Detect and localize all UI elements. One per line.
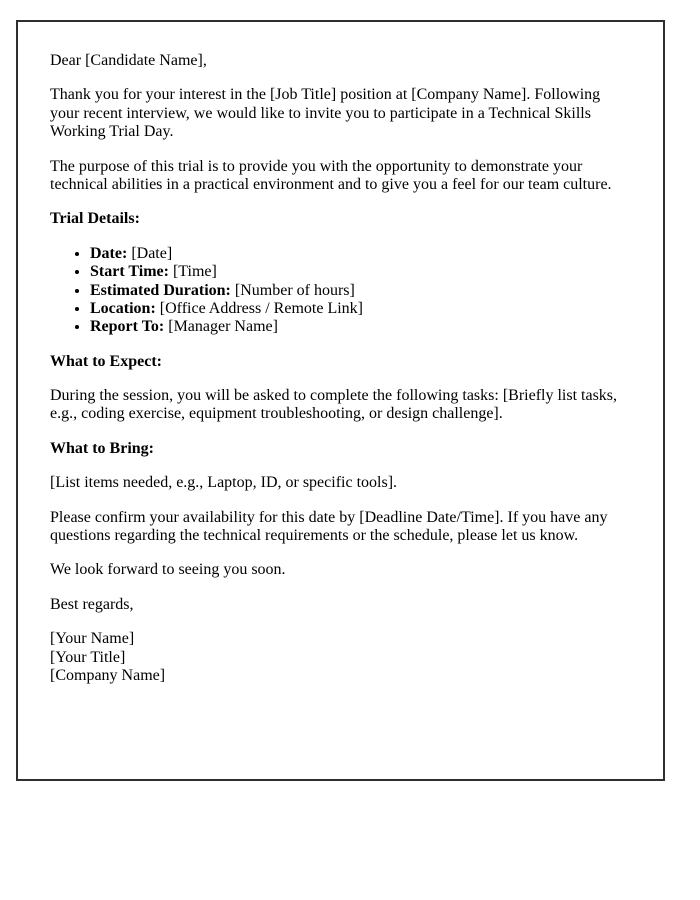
signoff: Best regards, bbox=[50, 595, 134, 613]
detail-value: [Date] bbox=[131, 244, 173, 262]
what-to-bring-body: [List items needed, e.g., Laptop, ID, or specific tools]. bbox=[50, 474, 398, 492]
salutation: Dear [Candidate Name], bbox=[50, 52, 207, 69]
what-to-bring-heading: What to Bring: bbox=[50, 439, 154, 457]
trial-details-list bbox=[50, 245, 631, 337]
detail-value: [Office Address / Remote Link] bbox=[159, 299, 363, 317]
detail-label: Report To: bbox=[90, 318, 165, 336]
detail-value: [Time] bbox=[172, 263, 217, 281]
detail-value: [Manager Name] bbox=[168, 318, 278, 336]
intro-paragraph-2: The purpose of this trial is to provide you with the opportunity to demonstrate your technical abilities in a practical environment and to give you a feel for our team culture. bbox=[50, 157, 612, 193]
detail-label: Start Time: bbox=[90, 263, 169, 281]
signature-title: [Your Title] bbox=[50, 648, 126, 666]
list-item bbox=[90, 300, 631, 318]
detail-label: Date: bbox=[90, 244, 128, 262]
closing-line: We look forward to seeing you soon. bbox=[50, 561, 286, 579]
confirm-paragraph: Please confirm your availability for this date by [Deadline Date/Time]. If you have any questions regarding the technical requirements or the schedule, please let us know. bbox=[50, 508, 608, 545]
list-item bbox=[90, 318, 631, 336]
signature-name: [Your Name] bbox=[50, 630, 135, 648]
detail-value: [Number of hours] bbox=[234, 281, 355, 299]
letter-page bbox=[16, 20, 665, 781]
trial-details-heading: Trial Details: bbox=[50, 210, 140, 228]
what-to-expect-body: During the session, you will be asked to complete the following tasks: [Briefly list tasks, e.g., coding exercise, equipment troubleshooting, or design challenge]. bbox=[50, 387, 618, 423]
detail-label: Estimated Duration: bbox=[90, 281, 231, 299]
what-to-expect-heading: What to Expect: bbox=[50, 352, 162, 370]
list-item bbox=[90, 282, 631, 300]
signature-block bbox=[50, 630, 631, 685]
detail-label: Location: bbox=[90, 299, 156, 317]
intro-paragraph-1: Thank you for your interest in the [Job Title] position at [Company Name]. Following your recent interview, we would like to invite you to participate in a Technical Skills Working Trial Day. bbox=[50, 86, 601, 141]
signature-company: [Company Name] bbox=[50, 666, 166, 684]
list-item bbox=[90, 245, 631, 263]
list-item bbox=[90, 263, 631, 281]
